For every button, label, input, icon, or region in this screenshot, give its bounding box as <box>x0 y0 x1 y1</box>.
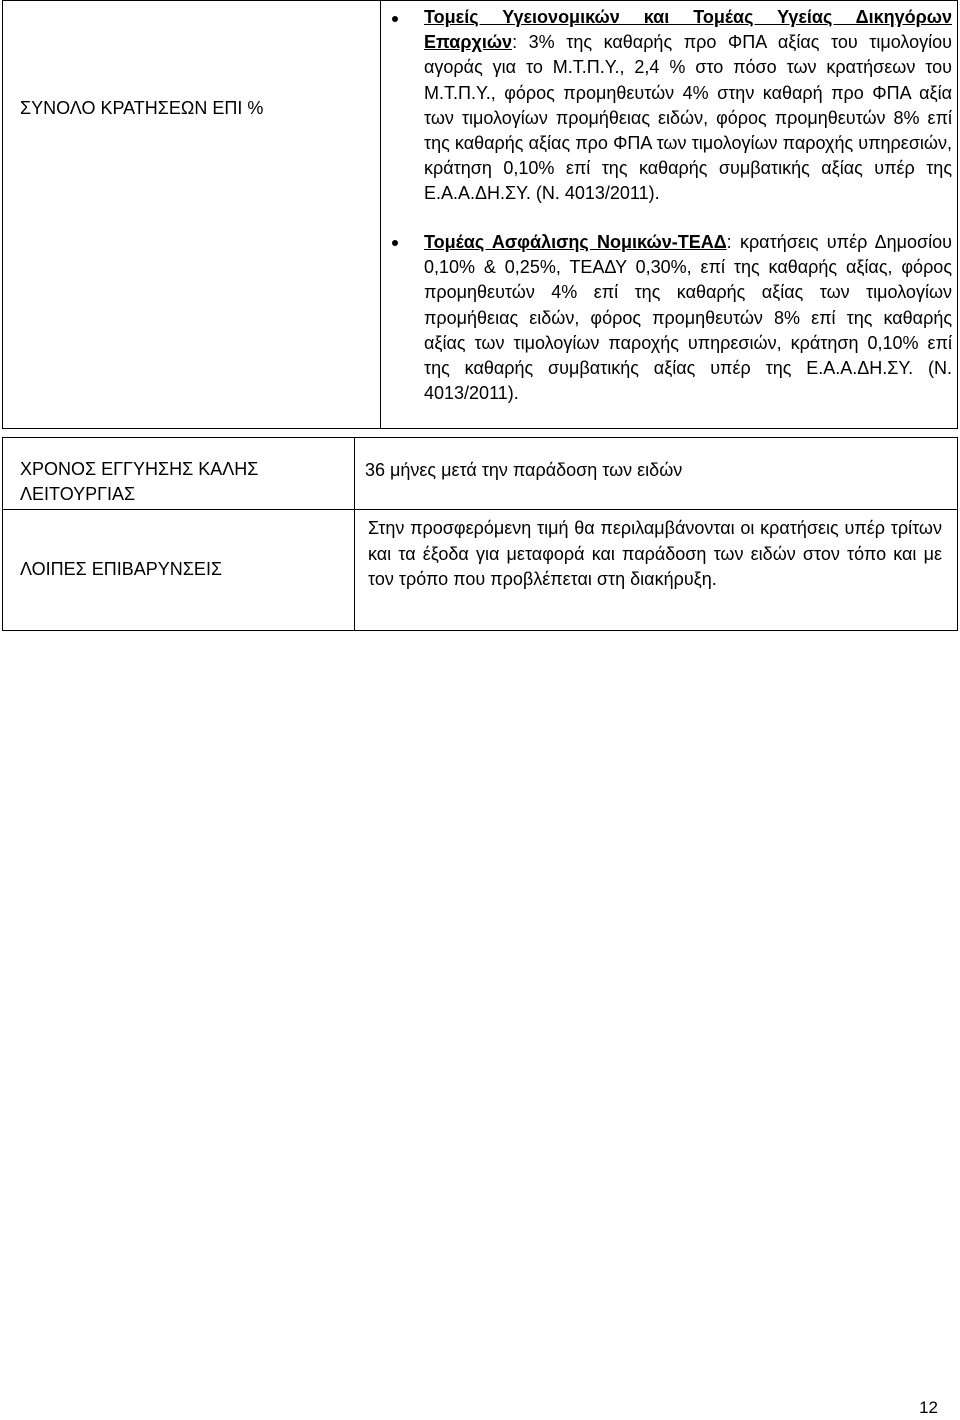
other-charges-value: Στην προσφερόμενη τιμή θα περιλαμβάνονται οι κρατήσεις υπέρ τρίτων και τα έξοδα για μεταφορά και παράδοση των ειδών στον τόπο και με τον τρόπο που προβλέπεται στη διακήρυξη. <box>368 518 942 589</box>
table2-right-border <box>957 437 958 631</box>
other-charges-label: ΛΟΙΠΕΣ ΕΠΙΒΑΡΥΝΣΕΙΣ <box>20 559 223 579</box>
table2-column-divider <box>354 437 355 631</box>
page-number: 12 <box>919 1398 938 1417</box>
table1-top-border <box>2 0 958 1</box>
table2-left-border <box>2 437 3 631</box>
warranty-label: ΧΡΟΝΟΣ ΕΓΓΥΗΣΗΣ ΚΑΛΗΣ ΛΕΙΤΟΥΡΓΙΑΣ <box>20 459 259 504</box>
bullet-heading: Τομέας Ασφάλισης Νομικών-ΤΕΑΔ <box>424 232 727 252</box>
bullet-legal-insurance <box>424 230 952 406</box>
bullet-heading: Τομείς Υγειονομικών και Τομέας Υγείας Δικηγόρων Επαρχιών <box>424 7 952 53</box>
warranty-value: 36 μήνες μετά την παράδοση των ειδών <box>365 460 683 480</box>
table1-right-border <box>957 0 958 429</box>
table1-left-border <box>2 0 3 429</box>
bullet-icon <box>392 240 398 246</box>
table1-bottom-border <box>2 428 958 429</box>
bullet-body: : 3% της καθαρής προ ΦΠΑ αξίας του τιμολογίου αγοράς για το Μ.Τ.Π.Υ., 2,4 % στο πόσο των κρατήσεων του Μ.Τ.Π.Υ., φόρος προμηθευτών 4% στην καθαρή προ ΦΠΑ αξία των τιμολογίων προμήθειας ειδών, φόρος προμηθευτών 8% επί της καθαρής αξίας προ ΦΠΑ των τιμολογίων παροχής υπηρεσιών, κράτηση 0,10% επί της καθαρής συμβατικής αξίας υπέρ της Ε.Α.Α.ΔΗ.ΣΥ. (Ν. 4013/2011). <box>424 32 952 204</box>
table2-row-divider <box>2 509 958 510</box>
table2-bottom-border <box>2 630 958 631</box>
bullet-icon <box>392 16 398 22</box>
table2-top-border <box>2 437 958 438</box>
table1-column-divider <box>380 0 381 429</box>
bullet-health-sectors <box>424 5 952 207</box>
withholdings-label: ΣΥΝΟΛΟ ΚΡΑΤΗΣΕΩΝ ΕΠΙ % <box>20 98 264 118</box>
bullet-body: : κρατήσεις υπέρ Δημοσίου 0,10% & 0,25%, ΤΕΑΔΥ 0,30%, επί της καθαρής αξίας, φόρος προμηθευτών 4% επί της καθαρής αξίας των τιμολογίων προμήθειας ειδών, φόρος προμηθευτών 8% επί της καθαρής αξίας των τιμολογίων παροχής υπηρεσιών, κράτηση 0,10% επί της καθαρής συμβατικής αξίας υπέρ της Ε.Α.Α.ΔΗ.ΣΥ. (Ν. 4013/2011). <box>424 232 952 404</box>
